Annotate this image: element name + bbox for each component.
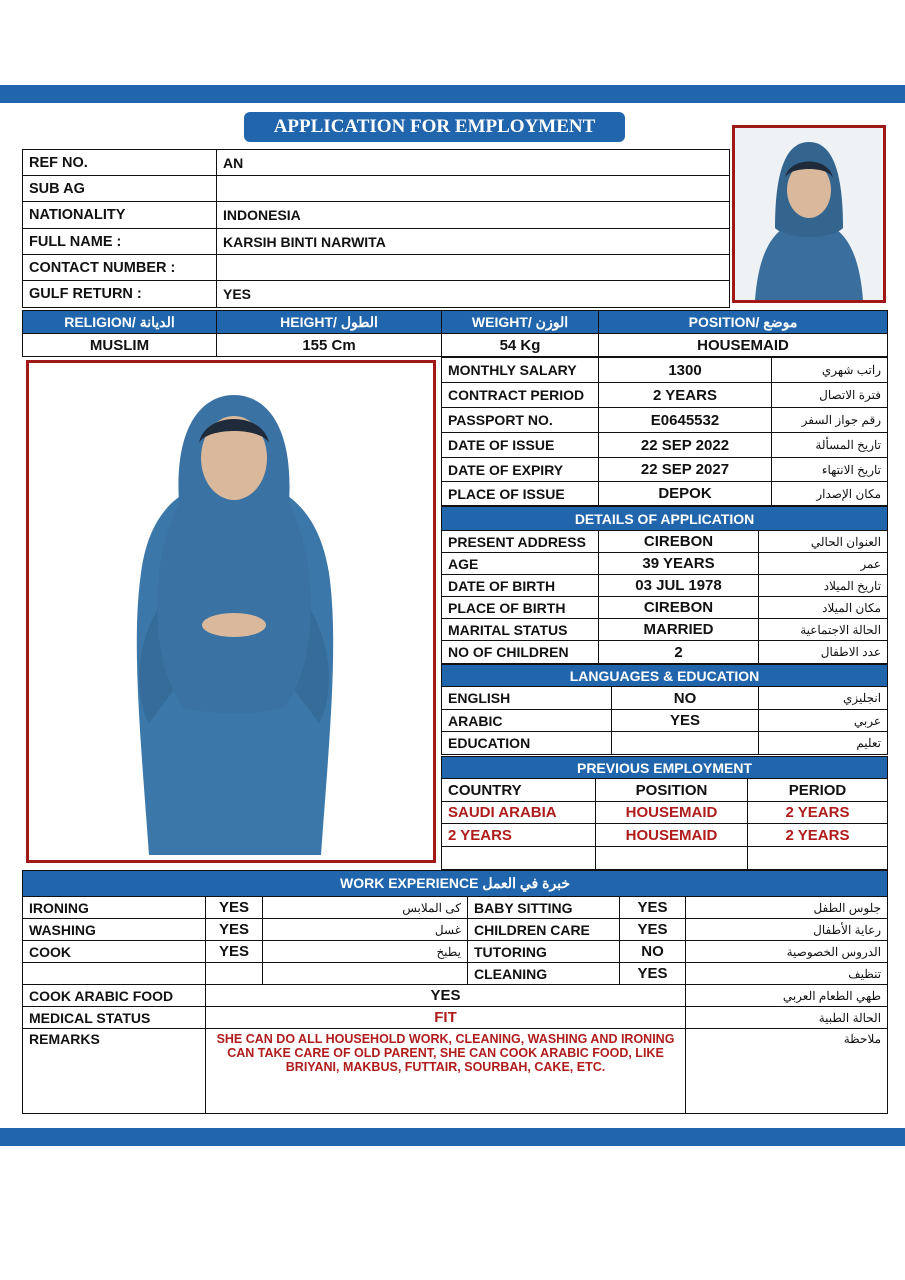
summary-header-row	[23, 311, 888, 334]
table-row	[23, 255, 730, 281]
contract-table	[441, 357, 888, 506]
baby-sitting-value: YES	[620, 897, 686, 919]
ironing-arabic: كى الملابس	[263, 897, 468, 919]
previous-employment-table	[441, 756, 888, 870]
passport-no-value: E0645532	[599, 408, 772, 433]
english-arabic: انجليزي	[759, 687, 888, 710]
remarks-value: SHE CAN DO ALL HOUSEHOLD WORK, CLEANING, WASHING AND IRONING CAN TAKE CARE OF OLD PARENT, SHE CAN COOK ARABIC FOOD, LIKE BRIYANI, MAKBUS, FUTTAIR, SOURBAH, CAKE, ETC.	[206, 1029, 686, 1114]
contract-period-label: CONTRACT PERIOD	[442, 383, 599, 408]
table-row	[442, 433, 888, 458]
previous-period-3	[748, 847, 888, 870]
height-value: 155 Cm	[217, 334, 442, 357]
table-row	[442, 531, 888, 553]
details-header: DETAILS OF APPLICATION	[442, 507, 888, 531]
languages-header-row	[442, 665, 888, 687]
height-header: HEIGHT/ الطول	[217, 311, 442, 334]
previous-position-1: HOUSEMAID	[596, 802, 748, 824]
previous-columns-row	[442, 779, 888, 802]
table-row	[442, 802, 888, 824]
details-table	[441, 506, 888, 664]
remarks-arabic: ملاحظة	[686, 1029, 888, 1114]
cleaning-value: YES	[620, 963, 686, 985]
table-row	[23, 1007, 888, 1029]
sub-ag-value	[217, 176, 730, 202]
age-arabic: عمر	[759, 553, 888, 575]
religion-value: MUSLIM	[23, 334, 217, 357]
previous-period-1: 2 YEARS	[748, 802, 888, 824]
table-row	[23, 985, 888, 1007]
previous-country-3	[442, 847, 596, 870]
cook-label: COOK	[23, 941, 206, 963]
nationality-label: NATIONALITY	[23, 202, 217, 229]
place-of-issue-label: PLACE OF ISSUE	[442, 482, 599, 506]
marital-status-value: MARRIED	[599, 619, 759, 641]
table-row	[442, 732, 888, 755]
bottom-band	[0, 1128, 905, 1146]
present-address-value: CIREBON	[599, 531, 759, 553]
date-of-issue-arabic: تاريخ المسألة	[772, 433, 888, 458]
blank-skill-label	[23, 963, 206, 985]
cook-value: YES	[206, 941, 263, 963]
table-row	[23, 897, 888, 919]
table-row	[442, 824, 888, 847]
country-column-label: COUNTRY	[448, 781, 522, 799]
blank-skill-value	[206, 963, 263, 985]
date-of-birth-label: DATE OF BIRTH	[442, 575, 599, 597]
country-column-header	[442, 779, 596, 802]
monthly-salary-value: 1300	[599, 358, 772, 383]
baby-sitting-label: BABY SITTING	[468, 897, 620, 919]
nationality-value: INDONESIA	[217, 202, 730, 229]
tutoring-value: NO	[620, 941, 686, 963]
position-column-header: POSITION	[596, 779, 748, 802]
remarks-label: REMARKS	[23, 1029, 206, 1114]
contact-number-label: CONTACT NUMBER :	[23, 255, 217, 281]
table-row	[442, 710, 888, 732]
medical-status-arabic: الحالة الطبية	[686, 1007, 888, 1029]
table-row	[23, 919, 888, 941]
place-of-birth-arabic: مكان الميلاد	[759, 597, 888, 619]
date-of-birth-value: 03 JUL 1978	[599, 575, 759, 597]
arabic-value: YES	[612, 710, 759, 732]
washing-arabic: غسل	[263, 919, 468, 941]
sub-ag-label: SUB AG	[23, 176, 217, 202]
ironing-label: IRONING	[23, 897, 206, 919]
work-experience-header: WORK EXPERIENCE خبرة في العمل	[23, 871, 888, 897]
table-row	[442, 641, 888, 664]
education-arabic: تعليم	[759, 732, 888, 755]
place-of-issue-value: DEPOK	[599, 482, 772, 506]
children-care-label: CHILDREN CARE	[468, 919, 620, 941]
table-row	[442, 458, 888, 482]
work-experience-table	[22, 870, 888, 1114]
table-row	[442, 482, 888, 506]
table-row	[23, 1029, 888, 1114]
table-row	[442, 383, 888, 408]
no-of-children-value: 2	[599, 641, 759, 664]
full-name-value: KARSIH BINTI NARWITA	[217, 229, 730, 255]
contract-period-value: 2 YEARS	[599, 383, 772, 408]
personal-info-table	[22, 149, 730, 308]
table-row	[442, 597, 888, 619]
table-row	[442, 575, 888, 597]
contact-number-value	[217, 255, 730, 281]
full-body-photo	[26, 360, 436, 863]
full-name-label: FULL NAME :	[23, 229, 217, 255]
arabic-label: ARABIC	[442, 710, 612, 732]
table-row	[23, 963, 888, 985]
table-row	[442, 553, 888, 575]
cleaning-arabic: تنظيف	[686, 963, 888, 985]
table-row	[23, 281, 730, 308]
table-row	[442, 687, 888, 710]
ref-no-value: AN	[217, 150, 730, 176]
date-of-issue-value: 22 SEP 2022	[599, 433, 772, 458]
education-value	[612, 732, 759, 755]
place-of-issue-arabic: مكان الإصدار	[772, 482, 888, 506]
previous-header: PREVIOUS EMPLOYMENT	[442, 757, 888, 779]
arabic-arabic: عربي	[759, 710, 888, 732]
tutoring-label: TUTORING	[468, 941, 620, 963]
work-header-row	[23, 871, 888, 897]
age-value: 39 YEARS	[599, 553, 759, 575]
cleaning-label: CLEANING	[468, 963, 620, 985]
date-of-birth-arabic: تاريخ الميلاد	[759, 575, 888, 597]
table-row	[442, 408, 888, 433]
no-of-children-arabic: عدد الاطفال	[759, 641, 888, 664]
cook-arabic-food-value: YES	[206, 985, 686, 1007]
table-row	[23, 202, 730, 229]
ref-no-label: REF NO.	[23, 150, 217, 176]
page-title: APPLICATION FOR EMPLOYMENT	[244, 112, 625, 142]
weight-header: WEIGHT/ الوزن	[442, 311, 599, 334]
present-address-label: PRESENT ADDRESS	[442, 531, 599, 553]
details-header-row	[442, 507, 888, 531]
table-row	[442, 847, 888, 870]
previous-country-2: 2 YEARS	[442, 824, 596, 847]
gulf-return-label: GULF RETURN :	[23, 281, 217, 308]
full-body-figure	[29, 363, 433, 860]
monthly-salary-arabic: راتب شهري	[772, 358, 888, 383]
previous-country-1: SAUDI ARABIA	[442, 802, 596, 824]
table-row	[442, 358, 888, 383]
blank-skill-arabic	[263, 963, 468, 985]
date-of-expiry-label: DATE OF EXPIRY	[442, 458, 599, 482]
medical-status-label: MEDICAL STATUS	[23, 1007, 206, 1029]
table-row	[442, 619, 888, 641]
children-care-value: YES	[620, 919, 686, 941]
date-of-issue-label: DATE OF ISSUE	[442, 433, 599, 458]
date-of-expiry-arabic: تاريخ الانتهاء	[772, 458, 888, 482]
summary-value-row	[23, 334, 888, 357]
portrait-photo	[732, 125, 886, 303]
position-header: POSITION/ موضع	[599, 311, 888, 334]
position-value: HOUSEMAID	[599, 334, 888, 357]
date-of-expiry-value: 22 SEP 2027	[599, 458, 772, 482]
marital-status-arabic: الحالة الاجتماعية	[759, 619, 888, 641]
religion-header: RELIGION/ الديانة	[23, 311, 217, 334]
languages-table	[441, 664, 888, 755]
cook-arabic-food-arabic: طهي الطعام العربي	[686, 985, 888, 1007]
previous-position-3	[596, 847, 748, 870]
medical-status-value: FIT	[206, 1007, 686, 1029]
ironing-value: YES	[206, 897, 263, 919]
english-value: NO	[612, 687, 759, 710]
gulf-return-value: YES	[217, 281, 730, 308]
passport-no-arabic: رقم جواز السفر	[772, 408, 888, 433]
table-row	[23, 150, 730, 176]
monthly-salary-label: MONTHLY SALARY	[442, 358, 599, 383]
languages-header: LANGUAGES & EDUCATION	[442, 665, 888, 687]
passport-no-label: PASSPORT NO.	[442, 408, 599, 433]
place-of-birth-label: PLACE OF BIRTH	[442, 597, 599, 619]
washing-label: WASHING	[23, 919, 206, 941]
baby-sitting-arabic: جلوس الطفل	[686, 897, 888, 919]
weight-value: 54 Kg	[442, 334, 599, 357]
place-of-birth-value: CIREBON	[599, 597, 759, 619]
present-address-arabic: العنوان الحالي	[759, 531, 888, 553]
previous-header-row	[442, 757, 888, 779]
portrait-figure	[735, 128, 883, 300]
previous-position-2: HOUSEMAID	[596, 824, 748, 847]
age-label: AGE	[442, 553, 599, 575]
washing-value: YES	[206, 919, 263, 941]
children-care-arabic: رعاية الأطفال	[686, 919, 888, 941]
contract-period-arabic: فترة الاتصال	[772, 383, 888, 408]
previous-period-2: 2 YEARS	[748, 824, 888, 847]
cook-arabic-food-label: COOK ARABIC FOOD	[23, 985, 206, 1007]
no-of-children-label: NO OF CHILDREN	[442, 641, 599, 664]
education-label: EDUCATION	[442, 732, 612, 755]
marital-status-label: MARITAL STATUS	[442, 619, 599, 641]
table-row	[23, 176, 730, 202]
english-label: ENGLISH	[442, 687, 612, 710]
top-band	[0, 85, 905, 103]
cook-arabic: يطبخ	[263, 941, 468, 963]
summary-table	[22, 310, 888, 357]
table-row	[23, 229, 730, 255]
period-column-header: PERIOD	[748, 779, 888, 802]
table-row	[23, 941, 888, 963]
tutoring-arabic: الدروس الخصوصية	[686, 941, 888, 963]
